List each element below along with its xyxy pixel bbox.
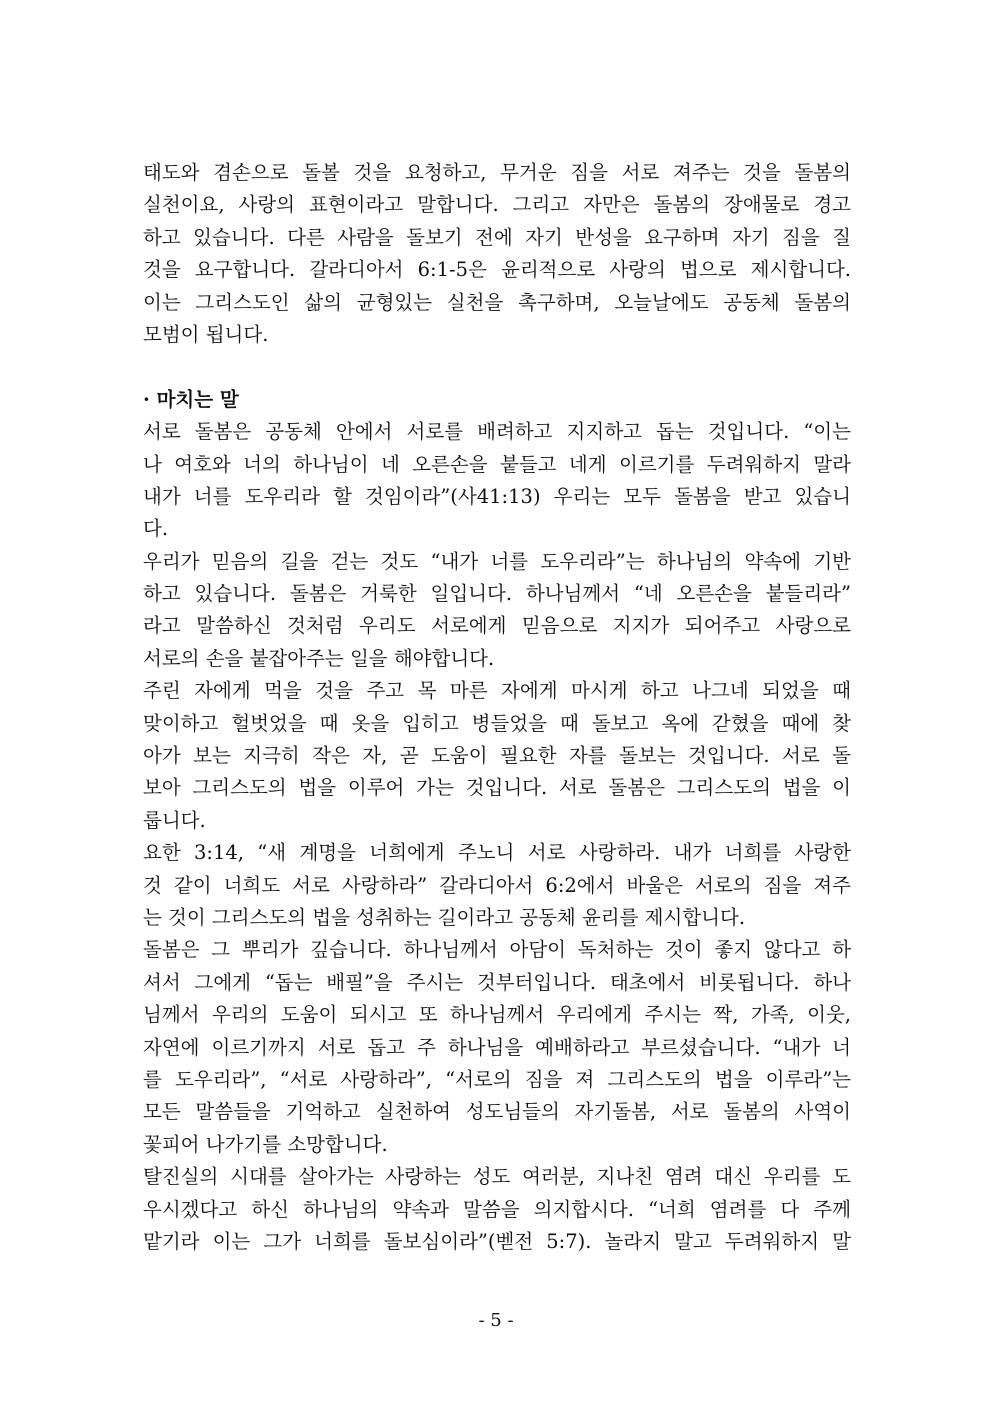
- text-line: 아가 보는 지극히 작은 자, 곧 도움이 필요한 자를 돌보는 것입니다. 서로 돌: [143, 744, 851, 768]
- text-line: 요한 3:14, “새 계명을 너희에게 주노니 서로 사랑하라. 내가 너희를 사랑한: [143, 841, 851, 865]
- text-line: 하고 있습니다. 다른 사람을 돌보기 전에 자기 반성을 요구하며 자기 짐을 질: [143, 225, 851, 249]
- text-line: 것 같이 너희도 서로 사랑하라” 갈라디아서 6:2에서 바울은 서로의 짐을 져주: [143, 873, 851, 897]
- text-line: 룹니다.: [143, 808, 206, 832]
- paragraph-spacer: [143, 351, 851, 383]
- text-line: 서로 돌봄은 공동체 안에서 서로를 배려하고 지지하고 돕는 것입니다. “이는: [143, 420, 851, 444]
- text-line: 태도와 겸손으로 돌볼 것을 요청하고, 무거운 짐을 서로 져주는 것을 돌봄의: [143, 161, 851, 184]
- closing-section-body: [143, 416, 851, 1258]
- text-line: 모든 말씀들을 기억하고 실천하여 성도님들의 자기돌봄, 서로 돌봄의 사역이: [143, 1100, 851, 1124]
- text-line: 맡기라 이는 그가 너희를 돌보심이라”(벧전 5:7). 놀라지 말고 두려워하지 말: [143, 1229, 851, 1253]
- text-line: 우리가 믿음의 길을 걷는 것도 “내가 너를 도우리라”는 하나님의 약속에 기반: [143, 549, 851, 573]
- text-line: 자연에 이르기까지 서로 돕고 주 하나님을 예배하라고 부르셨습니다. “내가 너: [143, 1035, 851, 1059]
- text-line: 보아 그리스도의 법을 이루어 가는 것입니다. 서로 돌봄은 그리스도의 법을 이: [143, 776, 851, 800]
- text-line: 님께서 우리의 도움이 되시고 또 하나님께서 우리에게 주시는 짝, 가족, 이웃,: [143, 1003, 851, 1027]
- text-line: 주린 자에게 먹을 것을 주고 목 마른 자에게 마시게 하고 나그네 되었을 때: [143, 679, 851, 703]
- text-line: 셔서 그에게 “돕는 배필”을 주시는 것부터입니다. 태초에서 비롯됩니다. 하나: [143, 970, 851, 994]
- text-line: 모범이 됩니다.: [143, 322, 269, 346]
- text-line: 탈진실의 시대를 살아가는 사랑하는 성도 여러분, 지나친 염려 대신 우리를 도: [143, 1165, 851, 1189]
- page-content: [143, 157, 851, 1258]
- text-line: 하고 있습니다. 돌봄은 거룩한 일입니다. 하나님께서 “네 오른손을 붙들리라”: [143, 582, 851, 606]
- text-line: 돌봄은 그 뿌리가 깊습니다. 하나님께서 아담이 독처하는 것이 좋지 않다고 하: [143, 938, 851, 962]
- text-line: 서로의 손을 붙잡아주는 일을 해야합니다.: [143, 646, 495, 670]
- text-line: 나 여호와 너의 하나님이 네 오른손을 붙들고 네게 이르기를 두려워하지 말라: [143, 452, 851, 476]
- page-number: - 5 -: [478, 1310, 514, 1331]
- text-line: 내가 너를 도우리라 할 것임이라”(사41:13) 우리는 모두 돌봄을 받고 있습니: [143, 484, 851, 508]
- text-line: 이는 그리스도인 삶의 균형있는 실천을 촉구하며, 오늘날에도 공동체 돌봄의: [143, 290, 851, 314]
- text-line: 다.: [143, 517, 169, 541]
- text-line: 실천이요, 사랑의 표현이라고 말합니다. 그리고 자만은 돌봄의 장애물로 경고: [143, 193, 851, 217]
- text-line: 꽃피어 나가기를 소망합니다.: [143, 1132, 388, 1156]
- text-line: 맞이하고 헐벗었을 때 옷을 입히고 병들었을 때 돌보고 옥에 갇혔을 때에 찾: [143, 711, 851, 735]
- text-line: 라고 말씀하신 것처럼 우리도 서로에게 믿음으로 지지가 되어주고 사랑으로: [143, 614, 851, 638]
- section-heading: · 마치는 말: [143, 387, 239, 411]
- text-line: 를 도우리라”, “서로 사랑하라”, “서로의 짐을 져 그리스도의 법을 이루라”는: [143, 1067, 851, 1091]
- text-line: 것을 요구합니다. 갈라디아서 6:1-5은 윤리적으로 사랑의 법으로 제시합니다.: [143, 258, 851, 282]
- intro-paragraph: [143, 157, 851, 351]
- text-line: 우시겠다고 하신 하나님의 약속과 말씀을 의지합시다. “너희 염려를 다 주께: [143, 1197, 851, 1221]
- text-line: 는 것이 그리스도의 법을 성취하는 길이라고 공동체 윤리를 제시합니다.: [143, 905, 746, 929]
